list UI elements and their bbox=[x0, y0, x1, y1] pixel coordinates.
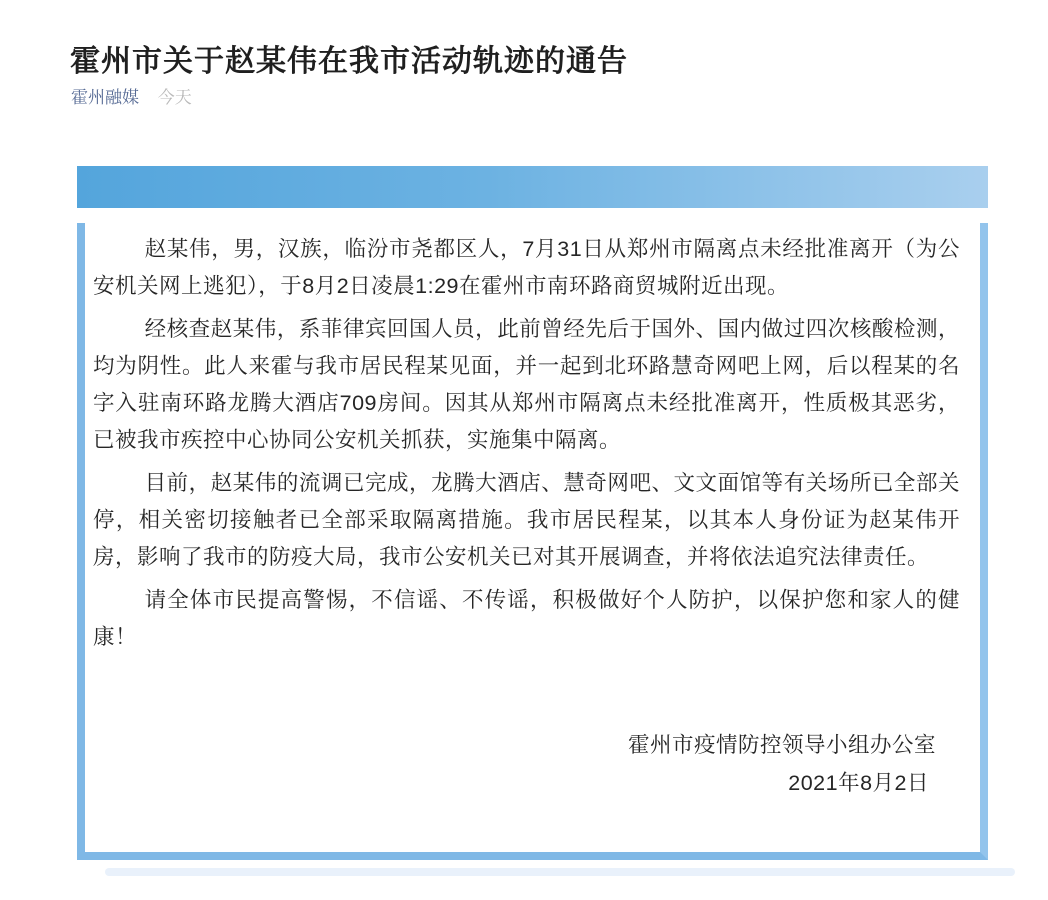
notice-box bbox=[77, 223, 988, 860]
notice-body bbox=[93, 231, 960, 656]
article-meta bbox=[71, 86, 192, 110]
signature-date: 2021年8月2日 bbox=[788, 771, 929, 795]
notice-paragraph: 目前，赵某伟的流调已完成，龙腾大酒店、慧奇网吧、文文面馆等有关场所已全部关停，相关密切接触者已全部采取隔离措施。我市居民程某，以其本人身份证为赵某伟开房，影响了我市的防疫大局，我市公安机关已对其开展调查，并将依法追究法律责任。 bbox=[93, 471, 960, 569]
source-account-link[interactable]: 霍州融媒 bbox=[71, 88, 139, 107]
notice-paragraph: 赵某伟，男，汉族，临汾市尧都区人，7月31日从郑州市隔离点未经批准离开（为公安机关网上逃犯），于8月2日凌晨1:29在霍州市南环路商贸城附近出现。 bbox=[93, 237, 960, 298]
notice-paragraph: 请全体市民提高警惕，不信谣、不传谣，积极做好个人防护，以保护您和家人的健康！ bbox=[93, 588, 960, 649]
article-title: 霍州市关于赵某伟在我市活动轨迹的通告 bbox=[70, 45, 628, 79]
blue-banner bbox=[77, 166, 988, 208]
signature-block bbox=[93, 726, 960, 802]
signature-office: 霍州市疫情防控领导小组办公室 bbox=[627, 733, 936, 757]
notice-paragraph: 经核查赵某伟，系菲律宾回国人员，此前曾经先后于国外、国内做过四次核酸检测，均为阴性。此人来霍与我市居民程某见面，并一起到北环路慧奇网吧上网，后以程某的名字入驻南环路龙腾大酒店709房间。因其从郑州市隔离点未经批准离开，性质极其恶劣，已被我市疾控中心协同公安机关抓获，实施集中隔离。 bbox=[93, 317, 960, 452]
divider-strip bbox=[105, 868, 1015, 876]
publish-time: 今天 bbox=[157, 88, 192, 107]
